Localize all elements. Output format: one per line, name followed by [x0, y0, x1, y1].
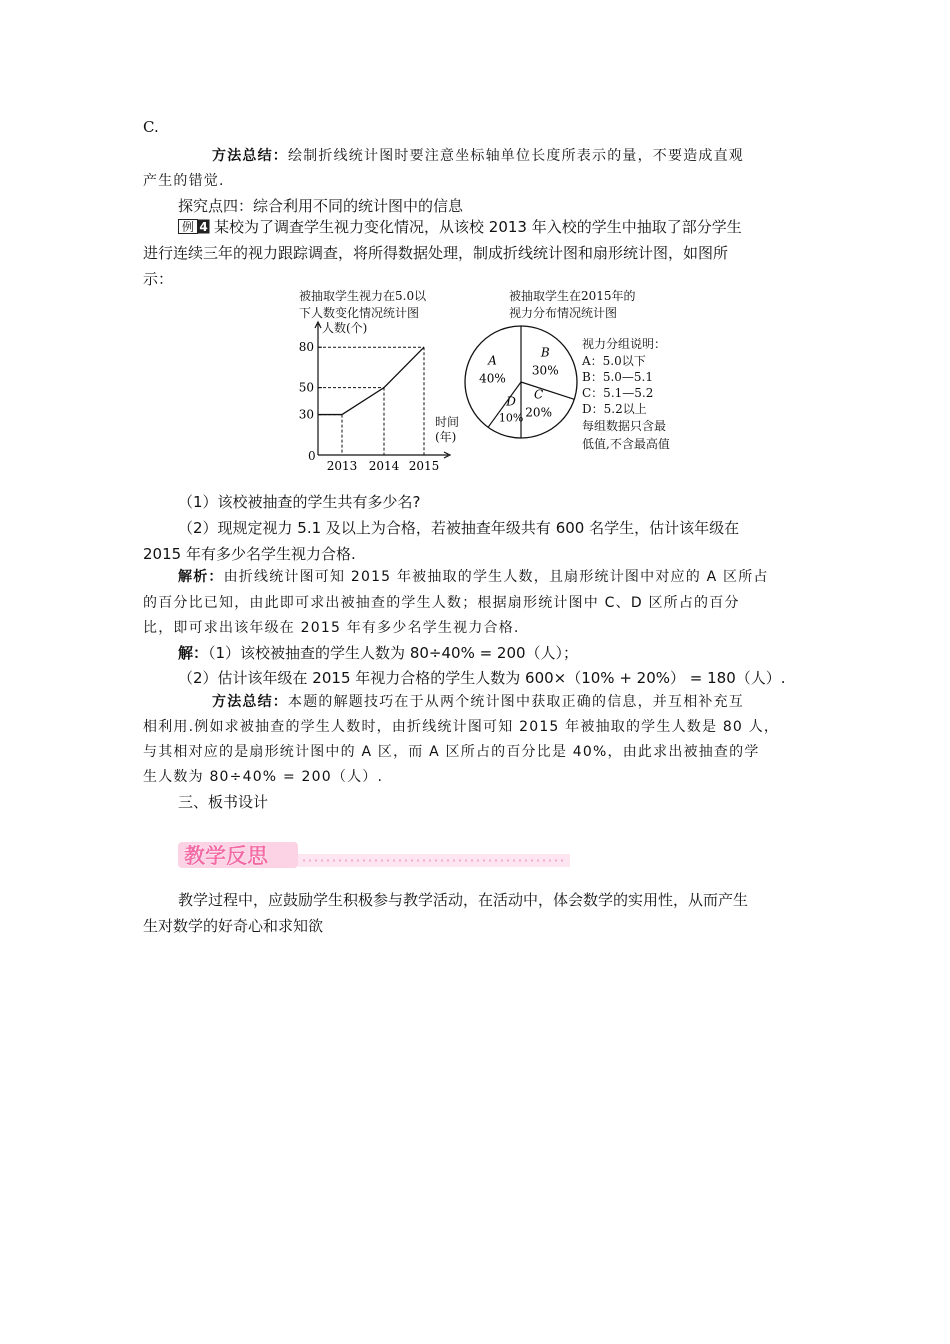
section-4-title: 探究点四：综合利用不同的统计图中的信息	[178, 197, 464, 215]
banner-dot	[345, 859, 347, 861]
data-line	[318, 347, 424, 414]
banner-dot	[387, 859, 389, 861]
banner-dot	[327, 859, 329, 861]
banner-dot	[561, 859, 563, 861]
pie-chart	[460, 322, 700, 458]
legend-note-line-1: 每组数据只含最	[582, 419, 667, 433]
pie-slice-d-percent: 10%	[498, 411, 524, 425]
question-1: （1）该校被抽查的学生共有多少名?	[178, 493, 421, 511]
banner-dot	[507, 859, 509, 861]
x-axis-label-line-1: 时间	[435, 415, 460, 429]
banner-dot	[489, 859, 491, 861]
method-summary-2-line-2: 相利用.例如求被抽查的学生人数时，由折线统计图可知 2015 年被抽取的学生人数是 80 人，	[143, 719, 780, 735]
banner-dot	[321, 859, 323, 861]
y-axis-label: 人数(个)	[322, 321, 368, 335]
banner-dot	[543, 859, 545, 861]
banner-dot	[375, 859, 377, 861]
example-4-line-3: 示：	[143, 270, 174, 288]
reflection-line-1: 教学过程中，应鼓励学生积极参与教学活动，在活动中，体会数学的实用性，从而产生	[178, 891, 749, 909]
pie-slice-b-label: B	[540, 345, 550, 360]
pie-slice-a-percent: 40%	[479, 371, 506, 386]
banner-dot	[339, 859, 341, 861]
solution-line-2: （2）估计该年级在 2015 年视力合格的学生人数为 600×（10% + 20%） = 180（人）.	[178, 669, 786, 687]
banner-dot	[333, 859, 335, 861]
banner-dot	[369, 859, 371, 861]
svg-text:例4: 例4	[78, 119, 80, 120]
banner-dot	[471, 859, 473, 861]
method-summary-2-label: 方法总结：	[212, 694, 288, 710]
banner-dot	[531, 859, 533, 861]
banner-dot	[495, 859, 497, 861]
banner-dot	[453, 859, 455, 861]
example-4-line-2: 进行连续三年的视力跟踪调查，将所得数据处理，制成折线统计图和扇形统计图，如图所	[143, 244, 729, 262]
y-tick-label: 30	[298, 407, 314, 422]
question-2-line-1: （2）现规定视力 5.1 及以上为合格，若被抽查年级共有 600 名学生，估计该年级在	[178, 519, 740, 537]
banner-dot	[309, 859, 311, 861]
banner-dot	[363, 859, 365, 861]
x-tick-label: 2015	[408, 459, 440, 473]
svg-text:例: 例	[181, 220, 195, 234]
origin-label: 0	[308, 449, 316, 463]
banner-dot	[435, 859, 437, 861]
banner-dot	[555, 859, 557, 861]
board-design-title: 三、板书设计	[178, 793, 269, 811]
question-2-line-2: 2015 年有多少名学生视力合格.	[143, 545, 356, 563]
legend-item-b: B：5.0—5.1	[582, 370, 653, 384]
example-4-line-1: 例 4 例4 某校为了调查学生视力变化情况，从该校 2013 年入校的学生中抽取了部分学生	[78, 119, 742, 236]
method-summary-2-line-1: 方法总结：本题的解题技巧在于从两个统计图中获取正确的信息，并互相补充互	[212, 694, 744, 710]
banner-dot	[315, 859, 317, 861]
banner-dot	[303, 859, 305, 861]
method-summary-1-line-2: 产生的错觉.	[143, 173, 225, 189]
y-tick-label: 80	[298, 340, 314, 355]
banner-dot	[501, 859, 503, 861]
reflection-banner	[178, 838, 570, 870]
banner-dot	[477, 859, 479, 861]
banner-dot	[483, 859, 485, 861]
banner-dot	[357, 859, 359, 861]
legend-item-d: D：5.2以上	[582, 402, 647, 416]
banner-dot	[405, 859, 407, 861]
analysis-line-3: 比，即可求出该年级在 2015 年有多少名学生视力合格.	[143, 620, 520, 636]
method-summary-1-line-1: 方法总结：绘制折线统计图时要注意坐标轴单位长度所表示的量，不要造成直观	[212, 148, 744, 164]
svg-text:4: 4	[199, 220, 208, 234]
banner-dot	[513, 859, 515, 861]
solution-line-1: 解：（1）该校被抽查的学生人数为 80÷40% = 200（人）；	[178, 644, 579, 662]
legend-item-a: A：5.0以下	[582, 354, 646, 368]
pie-slice-c-percent: 20%	[525, 405, 552, 420]
pie-slice-d-label: D	[506, 394, 516, 409]
method-summary-2-line-4: 生人数为 80÷40% = 200（人）.	[143, 769, 384, 785]
solution-label: 解：	[178, 644, 209, 662]
banner-dot	[393, 859, 395, 861]
banner-dot	[549, 859, 551, 861]
legend-title: 视力分组说明：	[582, 337, 667, 351]
pie-slice-b-percent: 30%	[531, 363, 559, 378]
banner-dot	[381, 859, 383, 861]
x-tick-label: 2013	[326, 459, 358, 473]
method-summary-label: 方法总结：	[212, 148, 288, 164]
legend-item-c: C：5.1—5.2	[582, 386, 654, 400]
banner-dot	[447, 859, 449, 861]
banner-dot	[519, 859, 521, 861]
y-tick-label: 50	[298, 380, 314, 395]
banner-dot	[537, 859, 539, 861]
pie-chart-title: 被抽取学生在2015年的 视力分布情况统计图	[509, 289, 636, 320]
banner-dot	[399, 859, 401, 861]
banner-dot	[429, 859, 431, 861]
pie-slice-c-label: C	[534, 387, 544, 402]
banner-dot	[411, 859, 413, 861]
x-axis-label-line-2: (年)	[435, 430, 457, 444]
banner-dot	[459, 859, 461, 861]
line-chart-title: 被抽取学生视力在5.0以 下人数变化情况统计图	[299, 289, 427, 320]
banner-dot	[423, 859, 425, 861]
analysis-line-1: 解析：由折线统计图可知 2015 年被抽取的学生人数，且扇形统计图中对应的 A 区所占	[178, 569, 769, 585]
answer-text: C.	[143, 118, 159, 136]
banner-dot	[441, 859, 443, 861]
pie-slice-a-label: A	[488, 353, 497, 368]
banner-dot	[417, 859, 419, 861]
reflection-banner-title: 教学反思	[184, 844, 268, 868]
analysis-label: 解析：	[178, 569, 224, 585]
legend-note-line-2: 低值,不含最高值	[582, 437, 670, 451]
banner-dot	[525, 859, 527, 861]
method-summary-2-line-3: 与其相对应的是扇形统计图中的 A 区，而 A 区所占的百分比是 40%，由此求出被抽查的学	[143, 744, 760, 760]
reflection-line-2: 生对数学的好奇心和求知欲	[143, 917, 324, 935]
analysis-line-2: 的百分比已知，由此即可求出被抽查的学生人数；根据扇形统计图中 C、D 区所占的百分	[143, 595, 740, 611]
banner-dot	[351, 859, 353, 861]
x-tick-label: 2014	[368, 459, 400, 473]
banner-dot	[465, 859, 467, 861]
